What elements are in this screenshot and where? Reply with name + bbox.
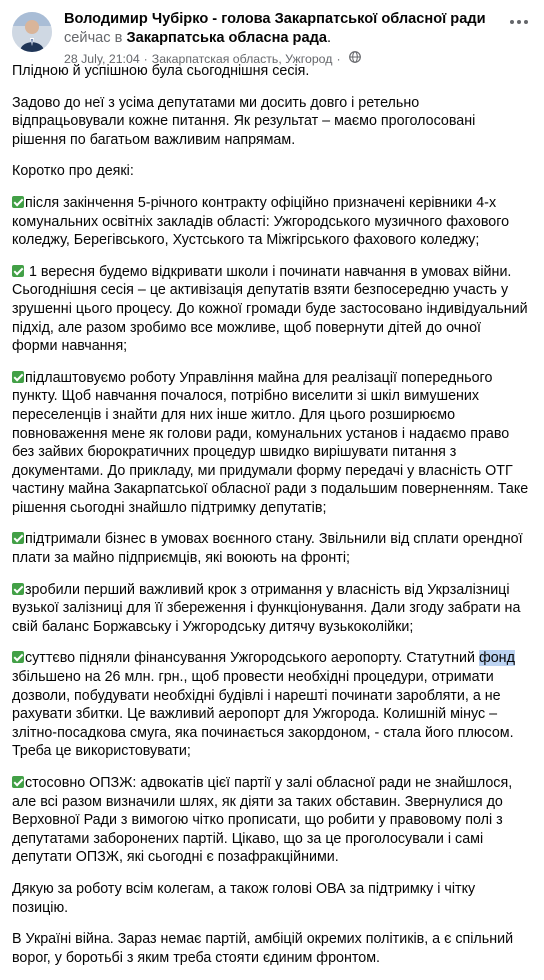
post-paragraph: Задово до неї з усіма депутатами ми досить довго і ретельно відпрацьовували кожне питання. Як результат – маємо проголосовані рішення по багатьом важливим напрямам.	[12, 94, 476, 148]
author-name-link[interactable]: Володимир Чубірко - голова Закарпатської обласної ради	[64, 11, 486, 27]
paragraph-text: стосовно ОПЗЖ: адвокатів цієї партії у залі обласної ради не знайшлося, але всі разом визначили шлях, як діяти за таких обставин. Звернулися до Верховної Ради з вимогою чітко прописати, що робити у правовому полі з депутатами заборонених партій. Цікаво, що за це проголосували і самі депутати ОПЗЖ, які сьогодні є позафракційними.	[12, 775, 513, 866]
page-suffix: .	[326, 30, 332, 46]
paragraph-text: збільшено на 26 млн. грн., щоб провести необхідні процедури, отримати дозволи, побудувати необхідні будівлі і нарешті починати заробляти, а не рахувати збитки. Це важливий аеропорт для Ужгорода. Колишній мінус – злітно-посадкова смуга, яка починається закордоном, - стала його плюсом. Треба це використовувати;	[12, 669, 514, 760]
post-paragraph	[12, 194, 530, 250]
more-options-icon[interactable]	[506, 12, 532, 32]
connector-text: сейчас в	[64, 30, 123, 46]
date-separator: ·	[143, 52, 148, 66]
green-check-emoji-icon	[12, 371, 24, 383]
page-name-link[interactable]: Закарпатська обласна рада	[126, 30, 327, 46]
location-link[interactable]: Закарпатская область, Ужгород	[151, 52, 333, 66]
green-check-emoji-icon	[12, 776, 24, 788]
post-paragraph: Коротко про деякі:	[12, 163, 134, 180]
post-paragraph: Плідною й успішною була сьогоднішня сесія.	[12, 63, 310, 79]
post-paragraph	[12, 369, 530, 518]
post-paragraph	[12, 263, 530, 356]
post-paragraph	[12, 774, 530, 867]
paragraph-text: 1 вересня будемо відкривати школи і починати навчання в умовах війни. Сьогоднішня сесія – це активізація депутатів взяти безпосередню участь у зрушенні цього процесу. До кожної громади буде застосовано індивідуальний підхід, але разом зробимо все можливе, щоб повернути дітей до очної форми навчання;	[12, 263, 528, 355]
post-header	[12, 8, 532, 66]
green-check-emoji-icon	[12, 583, 24, 595]
post-paragraph: Дякую за роботу всім колегам, а також голові ОВА за підтримку і чітку позицію.	[12, 880, 476, 916]
green-check-emoji-icon	[12, 196, 24, 208]
post-paragraph: В Україні війна. Зараз немає партій, амбіцій окремих політиків, а є спільний ворог, у боротьбі з яким треба стояти єдиним фронтом.	[12, 931, 514, 966]
location-separator: ·	[336, 52, 341, 66]
green-check-emoji-icon	[12, 265, 24, 277]
green-check-emoji-icon	[12, 651, 24, 663]
paragraph-text: підлаштовуємо роботу Управління майна для реалізації попереднього пункту. Щоб навчання почалося, потрібно виселити зі шкіл вимушених переселенців і знайти для них інше житло. Для цього розширюємо повноваження мене як голови ради, комунальних установ і надаємо право без зайвих бюрократичних процедур швидко вирішувати питання з документами. До прикладу, ми придумали форму передачі у власність ОТГ частину майна Закарпатської обласної ради з подальшим поверненням. Таке рішення сьогодні знайшло підтримку депутатів;	[12, 369, 529, 516]
post-body	[12, 62, 530, 980]
post-paragraph	[12, 581, 530, 637]
selected-text: фонд	[478, 650, 515, 667]
paragraph-text: суттєво підняли фінансування Ужгородського аеропорту. Статутний	[25, 650, 479, 667]
author-avatar[interactable]	[12, 12, 52, 52]
post-title-line	[64, 10, 496, 48]
post-date-link[interactable]: 28 July, 21:04	[64, 52, 140, 66]
paragraph-text: зробили перший важливий крок з отримання у власність від Укрзалізниці вузької залізниці для її збереження і функціонування. Дали згоду забрати на свій баланс Боржавську і Ужгородську дитячу вузькоколійки;	[12, 581, 521, 635]
post-paragraph	[12, 530, 530, 567]
post-paragraph	[12, 649, 530, 761]
post-meta	[64, 10, 496, 67]
paragraph-text: після закінчення 5-річного контракту офіційно призначені керівники 4-х комунальних освітніх закладів області: Ужгородського музичного фахового коледжу, Берегівського, Хустського та Міжгірського фахового коледжу;	[12, 194, 510, 249]
paragraph-text: підтримали бізнес в умовах воєнного стану. Звільнили від сплати орендної плати за майно підприємців, які воюють на фронті;	[12, 531, 523, 567]
green-check-emoji-icon	[12, 532, 24, 544]
